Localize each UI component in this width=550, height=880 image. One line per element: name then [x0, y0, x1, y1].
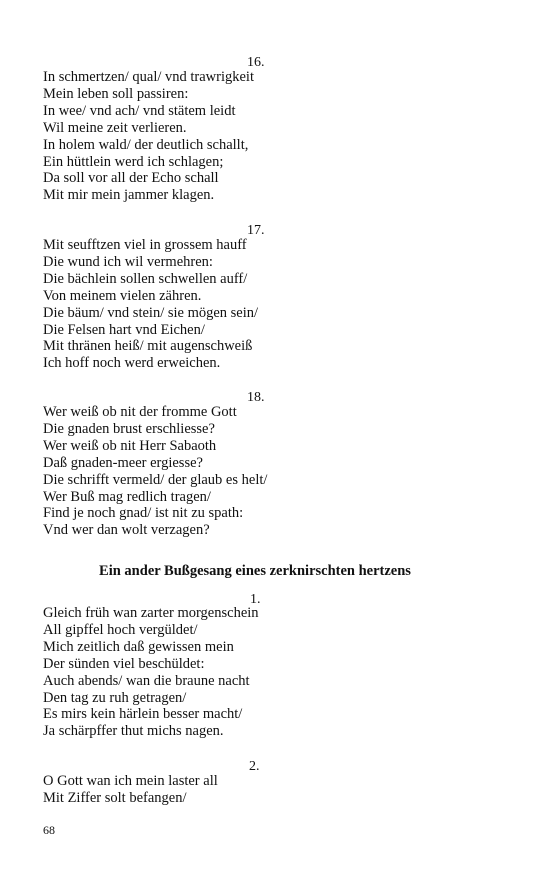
verse-line: Ein hüttlein werd ich schlagen; [43, 153, 224, 170]
verse-line: Find je noch gnad/ ist nit zu spath: [43, 505, 244, 522]
verse-line: O Gott wan ich mein laster all [43, 773, 218, 789]
verse-line: Mit Ziffer solt befangen/ [43, 789, 187, 806]
verse-line: Ich hoff noch werd erweichen. [43, 355, 221, 372]
stanza-number: 18. [247, 390, 265, 405]
poem-title [0, 562, 550, 580]
verse-line: Mich zeitlich daß gewissen mein [43, 638, 234, 655]
stanza-number: 16. [247, 55, 265, 70]
verse-line: Mit thränen heiß/ mit augenschweiß [43, 338, 253, 355]
stanza-1 [43, 591, 503, 740]
verse-line: Auch abends/ wan die braune nacht [43, 672, 250, 689]
verse-line: Da soll vor all der Echo schall [43, 170, 219, 187]
verse-line: Die gnaden brust erschliesse? [43, 420, 215, 437]
verse-line: Die bächlein sollen schwellen auff/ [43, 270, 248, 287]
page-number: 68 [43, 823, 55, 837]
verse-line: In holem wald/ der deutlich schallt, [43, 136, 249, 153]
verse-line: Wer weiß ob nit Herr Sabaoth [43, 437, 217, 454]
verse-line: Die schrifft vermeld/ der glaub es helt/ [43, 471, 268, 488]
verse-line: Vnd wer dan wolt verzagen? [43, 522, 210, 539]
verse-line: Mein leben soll passiren: [43, 85, 189, 102]
verse-line: Den tag zu ruh getragen/ [43, 689, 187, 706]
verse-line: In schmertzen/ qual/ vnd trawrigkeit [43, 69, 254, 85]
verse-line: Mit mir mein jammer klagen. [43, 187, 215, 204]
stanza-16 [43, 54, 503, 204]
stanza-number: 17. [247, 223, 265, 238]
verse-line: Ja schärpffer thut michs nagen. [43, 723, 224, 740]
poem-title-text: Ein ander Bußgesang eines zerknirschten hertzens [99, 563, 411, 579]
verse-line: Von meinem vielen zähren. [43, 287, 202, 304]
stanza-17 [43, 222, 503, 372]
verse-line: Daß gnaden-meer ergiesse? [43, 454, 203, 471]
verse-line: All gipffel hoch vergüldet/ [43, 621, 198, 638]
verse-line: Gleich früh wan zarter morgenschein [43, 605, 259, 621]
verse-line: Die bäum/ vnd stein/ sie mögen sein/ [43, 304, 259, 321]
stanza-number: 2. [249, 759, 260, 774]
verse-line: Der sünden viel beschüldet: [43, 655, 205, 672]
verse-line: Mit seufftzen viel in grossem hauff [43, 237, 247, 253]
verse-line: In wee/ vnd ach/ vnd stätem leidt [43, 102, 236, 119]
verse-line: Es mirs kein härlein besser macht/ [43, 706, 243, 723]
verse-line: Die Felsen hart vnd Eichen/ [43, 321, 205, 338]
verse-line: Wil meine zeit verlieren. [43, 119, 187, 136]
stanza-2 [43, 758, 503, 807]
verse-line: Wer Buß mag redlich tragen/ [43, 488, 211, 505]
verse-line: Wer weiß ob nit der fromme Gott [43, 404, 237, 420]
stanza-18 [43, 389, 503, 539]
stanza-number: 1. [250, 592, 261, 607]
verse-line: Die wund ich wil vermehren: [43, 253, 213, 270]
